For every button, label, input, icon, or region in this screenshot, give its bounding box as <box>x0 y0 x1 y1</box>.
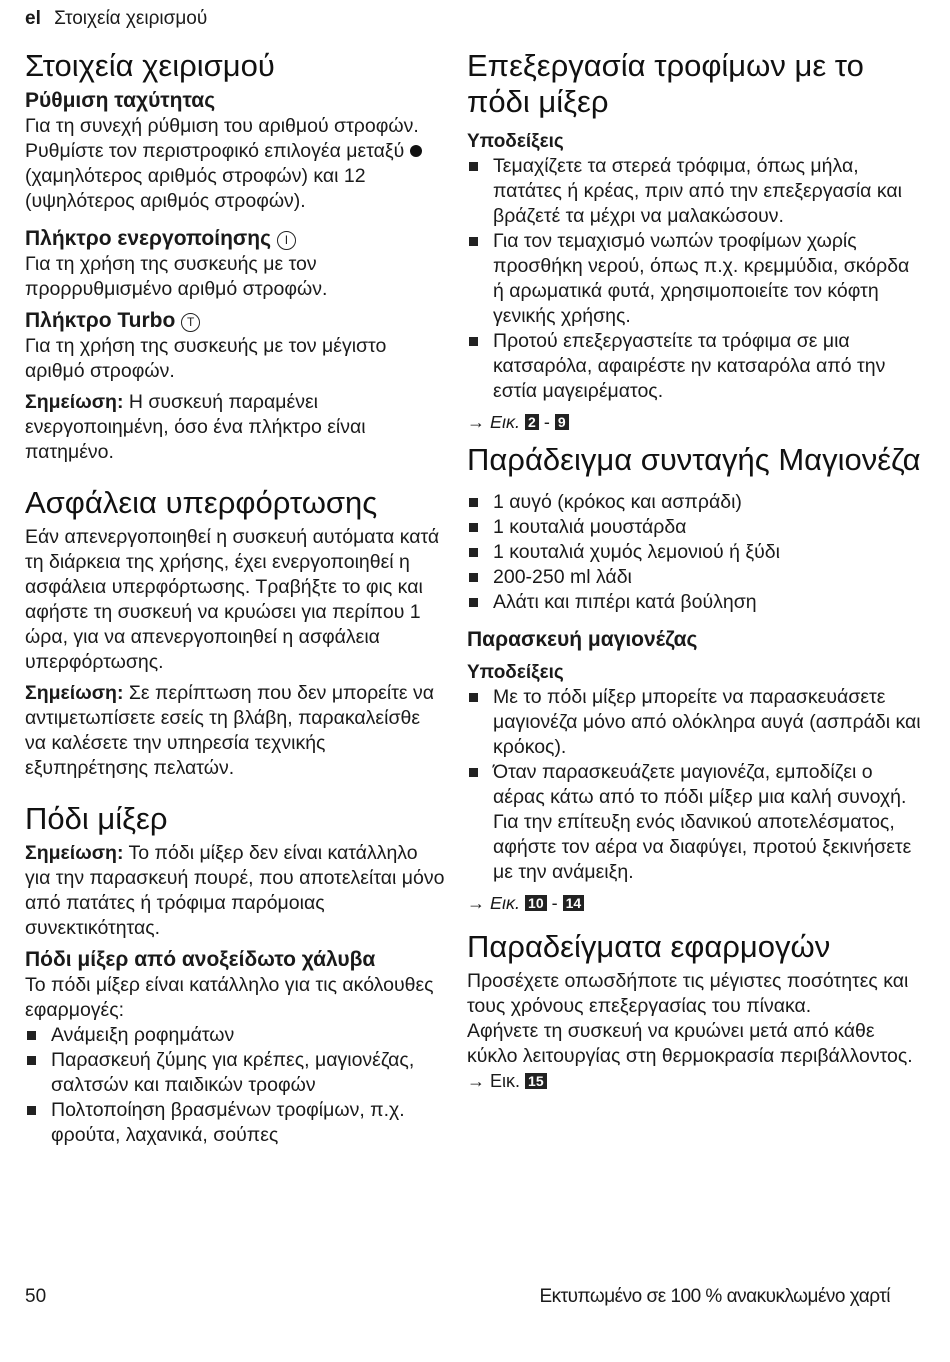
steel-blender-list <box>25 1023 445 1148</box>
mayo-hints-list <box>467 685 922 885</box>
running-header-title: Στοιχεία χειρισμού <box>54 8 208 29</box>
heading-blender: Πόδι μίξερ <box>25 801 168 836</box>
list-item: Για τον τεμαχισμό νωπών τροφίμων χωρίς προσθήκη νερού, όπως π.χ. κρεμμύδια, σκόρδα ή αρωματικά φυτά, χρησιμοποιείτε τον κόφτη γενικής χρήσης. <box>467 229 922 329</box>
turbo-button-icon: T <box>181 313 200 332</box>
running-header <box>25 8 207 30</box>
examples-text-1: Προσέχετε οπωσδήποτε τις μέγιστες ποσότητες και τους χρόνους επεξεργασίας του πίνακα. <box>467 970 909 1017</box>
note-label: Σημείωση: <box>25 842 124 864</box>
steel-blender-title: Πόδι μίξερ από ανοξείδωτο χάλυβα <box>25 948 376 971</box>
examples-text-2: Αφήνετε τη συσκευή να κρυώνει μετά από κάθε κύκλο λειτουργίας στη θερμοκρασία περιβάλλοντος. <box>467 1020 913 1067</box>
overload-text: Εάν απενεργοποιηθεί η συσκευή αυτόματα κατά τη διάρκεια της χρήσης, έχει ενεργοποιηθεί η ασφάλεια υπερφόρτωσης. Τραβήξτε το φις και αφήστε τη συσκευή να κρυώσει για περίπου 1 ώρα, για να απενεργοποιηθεί η ασφάλεια υπερφόρτωσης. <box>25 526 440 673</box>
hints-title: Υποδείξεις <box>467 662 564 683</box>
left-column <box>25 48 445 1154</box>
list-item: Αλάτι και πιπέρι κατά βούληση <box>467 590 922 615</box>
list-item: Τεμαχίζετε τα στερεά τρόφιμα, όπως μήλα, πατάτες ή κρέας, πριν από την επεξεργασία και βράζετέ τα μέχρι να μαλακώσουν. <box>467 154 922 229</box>
figure-badge: 14 <box>563 895 585 911</box>
figure-badge: 2 <box>525 414 539 430</box>
language-code: el <box>25 8 41 29</box>
recycled-paper-note: Εκτυπωμένο σε 100 % ανακυκλωμένο χαρτί <box>539 1286 890 1307</box>
heading-controls: Στοιχεία χειρισμού <box>25 48 275 83</box>
turbo-button-text: Για τη χρήση της συσκευής με τον μέγιστο αριθμό στροφών. <box>25 335 387 382</box>
mayo-prep-title: Παρασκευή μαγιονέζας <box>467 628 698 651</box>
right-column <box>467 48 922 1101</box>
list-item: Πολτοποίηση βρασμένων τροφίμων, π.χ. φρούτα, λαχανικά, σούπες <box>25 1098 445 1148</box>
figure-badge: 10 <box>525 895 547 911</box>
figure-reference: → Εικ. 2 - 9 <box>467 410 922 434</box>
speed-setting-text: Για τη συνεχή ρύθμιση του αριθμού στροφών. Ρυθμίστε τον περιστροφικό επιλογέα μεταξύ (χαμηλότερος αριθμός στροφών) και 12 (υψηλότερος αριθμός στροφών). <box>25 114 445 214</box>
figure-badge: 15 <box>525 1073 547 1089</box>
min-speed-dot-icon <box>410 145 422 157</box>
note-label: Σημείωση: <box>25 682 124 704</box>
list-item: Με το πόδι μίξερ μπορείτε να παρασκευάσετε μαγιονέζα μόνο από ολόκληρα αυγά (ασπράδι και κρόκος). <box>467 685 922 760</box>
heading-overload: Ασφάλεια υπερφόρτωσης <box>25 485 378 520</box>
note-2: Σημείωση: Σε περίπτωση που δεν μπορείτε να αντιμετωπίσετε εσείς τη βλάβη, παρακαλείσθε να καλέσετε την υπηρεσία τεχνικής εξυπηρέτησης πελατών. <box>25 682 435 779</box>
list-item: 200-250 ml λάδι <box>467 565 922 590</box>
heading-processing: Επεξεργασία τροφίμων με το πόδι μίξερ <box>467 48 864 119</box>
power-button-icon: I <box>277 231 296 250</box>
note-3: Σημείωση: Το πόδι μίξερ δεν είναι κατάλληλο για την παρασκευή πουρέ, που αποτελείται μόνο από πατάτες ή τρόφιμα παρόμοιας συνεκτικότητας. <box>25 842 445 939</box>
heading-recipe: Παράδειγμα συνταγής Μαγιονέζα <box>467 442 921 477</box>
processing-hints-list <box>467 154 922 404</box>
list-item: Παρασκευή ζύμης για κρέπες, μαγιονέζας, σαλτσών και παιδικών τροφών <box>25 1048 445 1098</box>
list-item: 1 κουταλιά μουστάρδα <box>467 515 922 540</box>
page-number: 50 <box>25 1286 47 1307</box>
turbo-button-title: Πλήκτρο Turbo T <box>25 308 445 334</box>
steel-blender-text: Το πόδι μίξερ είναι κατάλληλο για τις ακόλουθες εφαρμογές: <box>25 974 434 1021</box>
note-label: Σημείωση: <box>25 391 124 413</box>
list-item: Όταν παρασκευάζετε μαγιονέζα, εμποδίζει ο αέρας κάτω από το πόδι μίξερ μια καλή συνοχή. Για την επίτευξη ενός ιδανικού αποτελέσματος, αφήστε τον αέρα να διαφύγει, προτού ξεκινήσετε με την ανάμειξη. <box>467 760 922 885</box>
list-item: 1 κουταλιά χυμός λεμονιού ή ξύδι <box>467 540 922 565</box>
note-1: Σημείωση: Η συσκευή παραμένει ενεργοποιημένη, όσο ένα πλήκτρο είναι πατημένο. <box>25 391 366 463</box>
heading-examples: Παραδείγματα εφαρμογών <box>467 929 831 964</box>
on-button-title: Πλήκτρο ενεργοποίησης I <box>25 226 445 252</box>
list-item: 1 αυγό (κρόκος και ασπράδι) <box>467 490 922 515</box>
figure-reference: → Εικ. 10 - 14 <box>467 891 922 915</box>
list-item: Ανάμειξη ροφημάτων <box>25 1023 445 1048</box>
speed-setting-title: Ρύθμιση ταχύτητας <box>25 89 216 112</box>
hints-title: Υποδείξεις <box>467 131 564 152</box>
figure-reference: → Εικ. 15 <box>467 1069 922 1093</box>
list-item: Προτού επεξεργαστείτε τα τρόφιμα σε μια κατσαρόλα, αφαιρέστε ην κατσαρόλα από την εστία μαγειρέματος. <box>467 329 922 404</box>
figure-badge: 9 <box>555 414 569 430</box>
on-button-text: Για τη χρήση της συσκευής με τον προρρυθμισμένο αριθμό στροφών. <box>25 253 328 300</box>
ingredients-list <box>467 490 922 615</box>
